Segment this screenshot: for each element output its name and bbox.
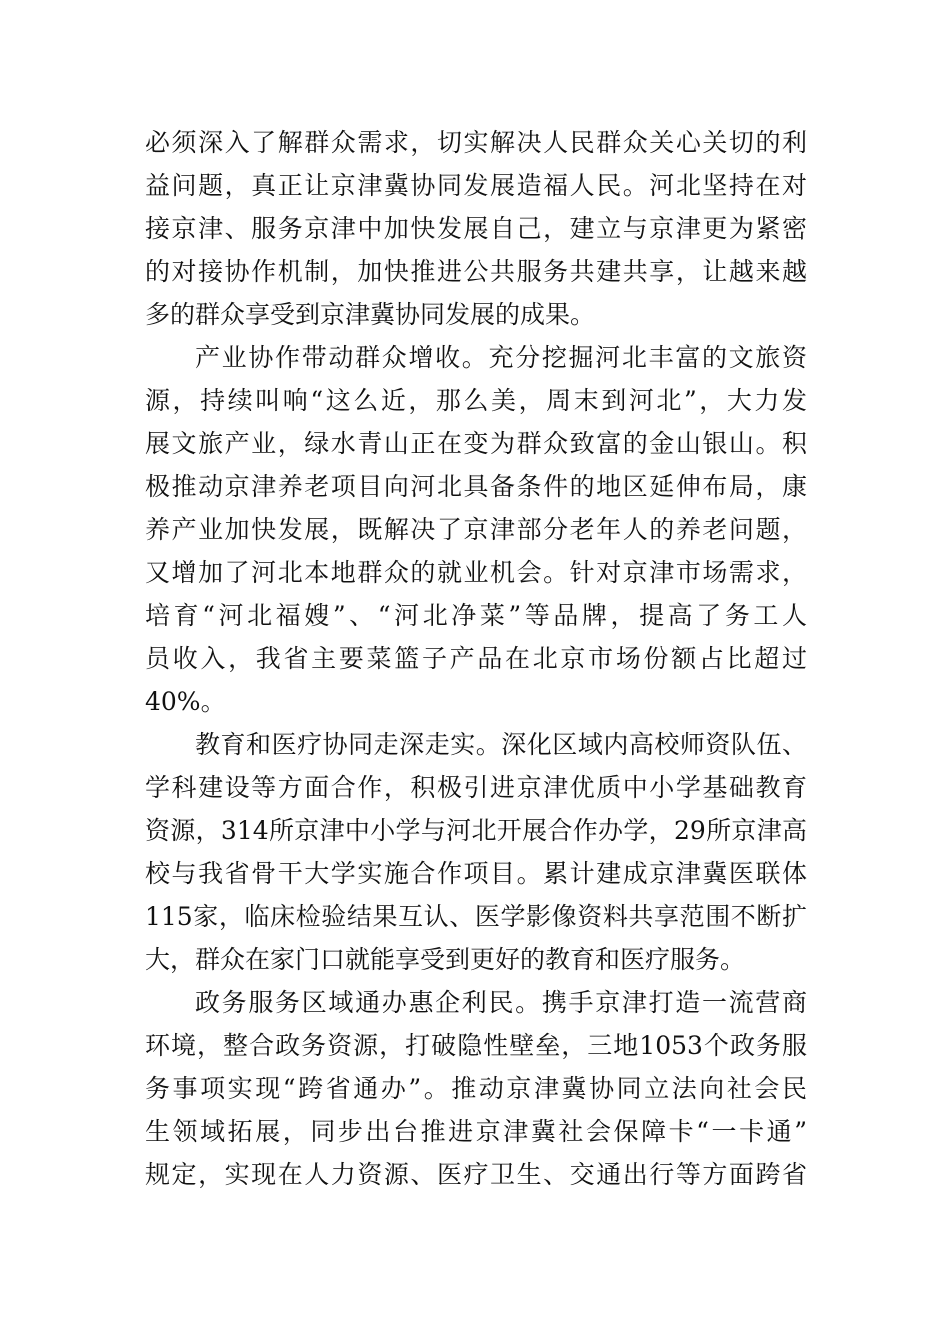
text-line: 益问题，真正让京津冀协同发展造福人民。河北坚持在对 [145, 171, 807, 200]
text-line: 产业协作带动群众增收。充分挖掘河北丰富的文旅资 [195, 343, 807, 372]
text-line: 极推动京津养老项目向河北具备条件的地区延伸布局，康 [145, 472, 807, 501]
paragraph [145, 981, 807, 1196]
document-body [145, 121, 807, 1196]
text-line: 多的群众享受到京津冀协同发展的成果。 [145, 300, 596, 329]
paragraph [145, 121, 807, 336]
paragraph [145, 336, 807, 723]
text-line: 大，群众在家门口就能享受到更好的教育和医疗服务。 [145, 945, 746, 974]
text-line: 培育“河北福嫂”、“河北净菜”等品牌，提高了务工人 [145, 601, 807, 630]
text-line: 资源，314所京津中小学与河北开展合作办学，29所京津高 [145, 816, 807, 845]
text-line: 又增加了河北本地群众的就业机会。针对京津市场需求， [145, 558, 807, 587]
text-line: 养产业加快发展，既解决了京津部分老年人的养老问题， [145, 515, 807, 544]
text-line: 员收入，我省主要菜篮子产品在北京市场份额占比超过 [145, 644, 807, 673]
text-line: 必须深入了解群众需求，切实解决人民群众关心关切的利 [145, 128, 807, 157]
text-line: 展文旅产业，绿水青山正在变为群众致富的金山银山。积 [145, 429, 807, 458]
text-line: 生领域拓展，同步出台推进京津冀社会保障卡“一卡通” [145, 1117, 807, 1146]
text-line: 环境，整合政务资源，打破隐性壁垒，三地1053个政务服 [145, 1031, 807, 1060]
text-line: 校与我省骨干大学实施合作项目。累计建成京津冀医联体 [145, 859, 807, 888]
text-line: 的对接协作机制，加快推进公共服务共建共享，让越来越 [145, 257, 807, 286]
text-line: 规定，实现在人力资源、医疗卫生、交通出行等方面跨省 [145, 1160, 807, 1189]
text-line: 115家，临床检验结果互认、医学影像资料共享范围不断扩 [145, 902, 807, 931]
text-line: 政务服务区域通办惠企利民。携手京津打造一流营商 [195, 988, 807, 1017]
text-line: 务事项实现“跨省通办”。推动京津冀协同立法向社会民 [145, 1074, 807, 1103]
text-line: 学科建设等方面合作，积极引进京津优质中小学基础教育 [145, 773, 807, 802]
text-line: 40%。 [145, 687, 226, 716]
text-line: 接京津、服务京津中加快发展自己，建立与京津更为紧密 [145, 214, 807, 243]
text-line: 教育和医疗协同走深走实。深化区域内高校师资队伍、 [195, 730, 807, 759]
paragraph [145, 723, 807, 981]
text-line: 源，持续叫响“这么近，那么美，周末到河北”，大力发 [145, 386, 807, 415]
